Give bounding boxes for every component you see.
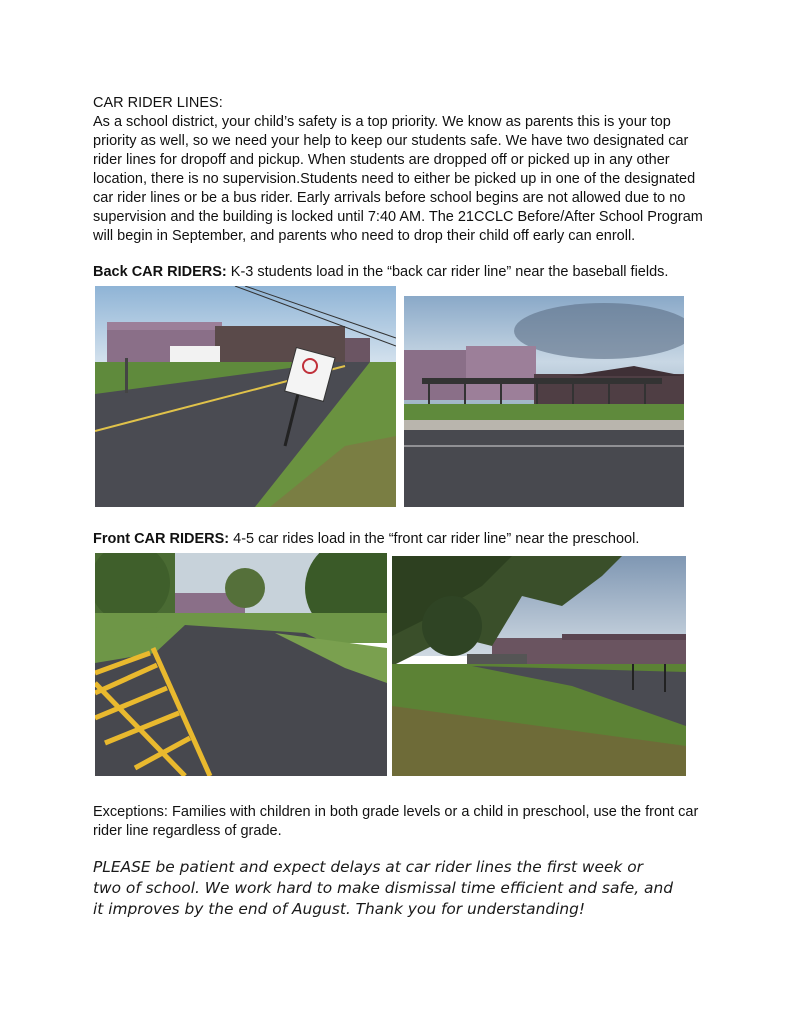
closing-line: two of school. We work hard to make dismissal time efficient and safe, and: [93, 879, 674, 897]
closing-line: it improves by the end of August. Thank you for understanding!: [93, 900, 586, 918]
back-car-riders-label: Back CAR RIDERS:: [93, 264, 227, 280]
intro-line: rider lines for dropoff and pickup. When students are dropped off or picked up in any other: [93, 152, 670, 168]
intro-paragraph: [93, 113, 703, 246]
section-heading: CAR RIDER LINES:: [93, 95, 223, 111]
intro-line: priority as well, so we need your help to keep our students safe. We have two designated car: [93, 133, 689, 149]
front-car-riders-caption: [93, 531, 639, 547]
front-building-photo: [392, 556, 686, 776]
intro-line: As a school district, your child’s safety is a top priority. We know as parents this is your top: [93, 114, 671, 130]
back-road-photo: [95, 286, 396, 507]
exceptions-line: Exceptions: Families with children in both grade levels or a child in preschool, use the front car: [93, 804, 699, 820]
front-car-riders-text: 4-5 car rides load in the “front car rider line” near the preschool.: [229, 531, 640, 547]
back-car-riders-caption: [93, 264, 668, 280]
back-car-riders-text: K-3 students load in the “back car rider line” near the baseball fields.: [226, 264, 669, 280]
intro-line: will begin in September, and parents who need to drop their child off early can enroll.: [93, 228, 636, 244]
front-car-riders-label: Front CAR RIDERS:: [93, 531, 230, 547]
exceptions-paragraph: [93, 803, 703, 841]
closing-line: PLEASE be patient and expect delays at car rider lines the first week or: [93, 858, 643, 876]
exceptions-line: rider line regardless of grade.: [93, 823, 282, 839]
intro-line: car rider lines or be a bus rider. Early arrivals before school begins are not allowed due to no: [93, 190, 686, 206]
intro-line: location, there is no supervision.Students need to either be picked up in one of the designated: [93, 171, 696, 187]
intro-line: supervision and the building is locked until 7:40 AM. The 21CCLC Before/After School Program: [93, 209, 703, 225]
closing-note: [93, 857, 713, 920]
back-building-photo: [404, 296, 684, 507]
front-road-photo: [95, 553, 387, 776]
